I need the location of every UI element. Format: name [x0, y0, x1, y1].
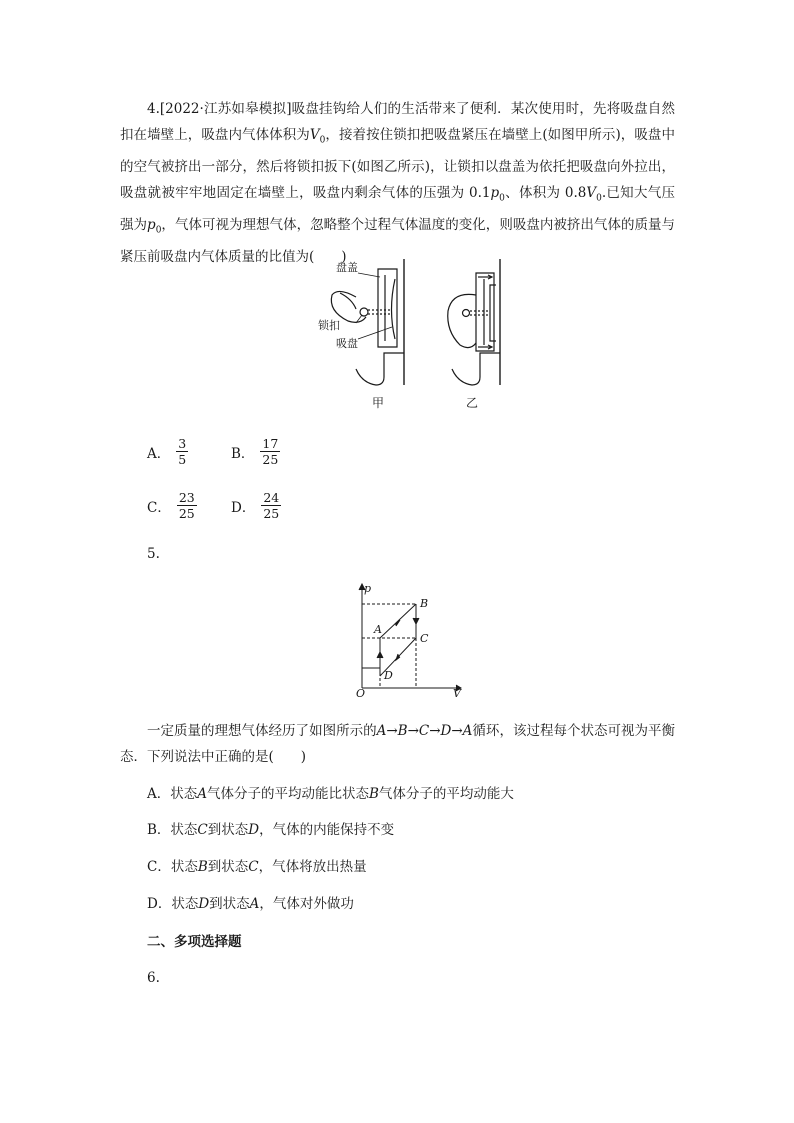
label-lock: 锁扣	[318, 319, 340, 332]
q5-stem: 一定质量的理想气体经历了如图所示的A→B→C→D→A循环，该过程每个状态可视为平衡态．下列说法中正确的是( )	[120, 723, 676, 766]
q5-number: 5.	[147, 546, 160, 562]
q4-option-d[interactable]: D． $\frac{24}{25}$	[231, 490, 280, 521]
q4-source: [2022·江苏如皋模拟]	[159, 101, 292, 117]
point-b-label: B	[420, 597, 429, 610]
q5-pv-graph	[350, 580, 470, 700]
q4-number: 4.	[147, 101, 160, 117]
q6-number: 6.	[147, 970, 160, 986]
label-cup: 吸盘	[336, 337, 358, 350]
point-a-label: A	[374, 623, 382, 636]
caption-right: 乙	[466, 396, 479, 410]
q4-option-a[interactable]: A． $\frac{3}{5}$	[147, 436, 187, 467]
point-c-label: C	[420, 632, 429, 645]
q4-suction-cup-figure	[300, 255, 530, 415]
origin-label: O	[356, 687, 366, 700]
axis-p-label: p	[364, 582, 372, 595]
point-d-label: D	[384, 669, 393, 682]
q5-option-d[interactable]: D．状态D到状态A，气体对外做功	[147, 896, 354, 912]
q4-stem: 4.[2022·江苏如皋模拟]吸盘挂钩给人们的生活带来了便利．某次使用时，先将吸盘自然扣在墙壁上，吸盘内气体体积为$V_0$，接着按住锁扣把吸盘紧压在墙壁上(如图甲所示)，吸盘中的空气被挤出一部分，然后将锁扣扳下(如图乙所示)，让锁扣以盘盖为依托把吸盘向外拉出，吸盘就被牢牢地固定在墙壁上，吸盘内剩余气体的压强为 $0.1p_0$、体积为 $0.8V_0$.已知大气压强为$p_0$，气体可视为理想气体，忽略整个过程气体温度的变化，则吸盘内被挤出气体的质量与紧压前吸盘内气体质量的比值为( )	[120, 101, 676, 266]
label-cover: 盘盖	[336, 261, 358, 274]
axis-v-label: V	[453, 687, 461, 700]
q5-option-b[interactable]: B．状态C到状态D，气体的内能保持不变	[147, 822, 395, 838]
q5-option-a[interactable]: A．状态A气体分子的平均动能比状态B气体分子的平均动能大	[147, 786, 514, 802]
section-multiple-choice: 二、多项选择题	[147, 934, 242, 950]
q5-option-c[interactable]: C．状态B到状态C，气体将放出热量	[147, 859, 367, 875]
q4-option-b[interactable]: B． $\frac{17}{25}$	[231, 436, 279, 467]
caption-left: 甲	[372, 396, 385, 410]
q4-option-c[interactable]: C． $\frac{23}{25}$	[147, 490, 195, 521]
q5-cycle: A→B→C→D→A	[376, 723, 473, 739]
